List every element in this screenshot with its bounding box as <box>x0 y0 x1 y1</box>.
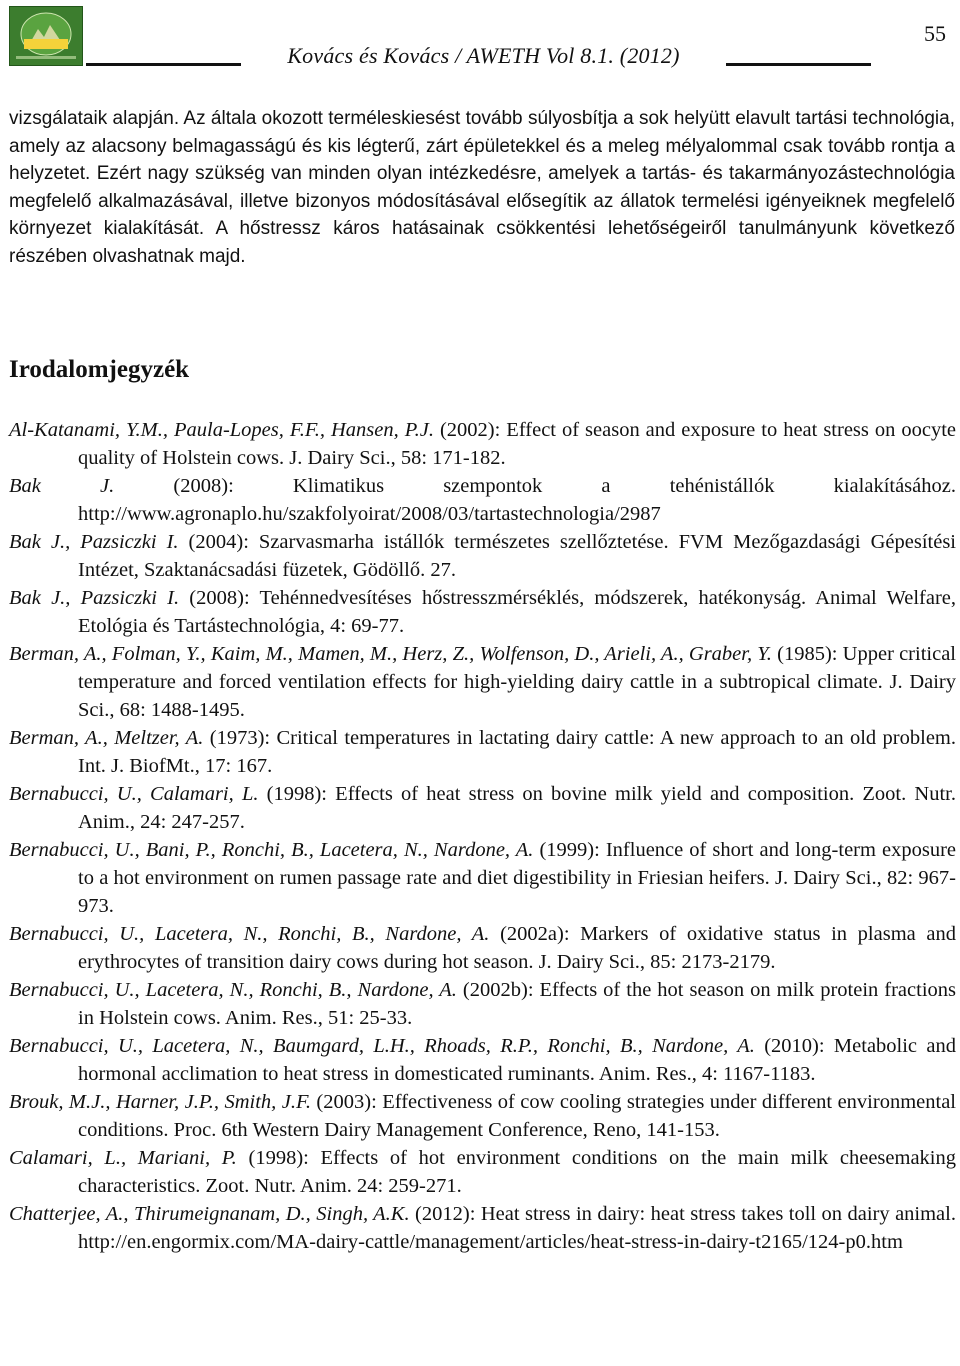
reference-details: (2002a): Markers of oxidative status in plasma and erythrocytes of transition dairy cows during hot season. J. Dairy Sci., 85: 2173-2179. <box>78 923 956 973</box>
reference-authors: Bak J., Pazsiczki I. <box>9 587 180 609</box>
reference-item <box>9 780 956 836</box>
reference-authors: Bernabucci, U., Lacetera, N., Ronchi, B., Nardone, A. <box>9 923 490 945</box>
reference-item <box>9 836 956 920</box>
reference-details: (2012): Heat stress in dairy: heat stress takes toll on dairy animal. http://en.engormix.com/MA-dairy-cattle/management/articles/heat-stress-in-dairy-t2165/124-p0.htm <box>78 1203 956 1253</box>
reference-item <box>9 1200 956 1256</box>
reference-item <box>9 640 956 724</box>
reference-item <box>9 584 956 640</box>
reference-details: (2008): Klimatikus szempontok a tehénistállók kialakításához. http://www.agronaplo.hu/szakfolyoirat/2008/03/tartastechnologia/2987 <box>78 475 956 525</box>
reference-list <box>9 416 956 1256</box>
reference-authors: Bernabucci, U., Lacetera, N., Ronchi, B., Nardone, A. <box>9 979 457 1001</box>
page-number: 55 <box>924 21 946 46</box>
reference-authors: Calamari, L., Mariani, P. <box>9 1147 237 1169</box>
reference-details: (1998): Effects of hot environment conditions on the main milk cheesemaking characteristics. Zoot. Nutr. Anim. 24: 259-271. <box>78 1147 957 1197</box>
reference-details: (2010): Metabolic and hormonal acclimation to heat stress in domesticated ruminants. Anim. Res., 4: 1167-1183. <box>78 1035 956 1085</box>
reference-item <box>9 528 956 584</box>
logo-image <box>10 7 82 65</box>
reference-item <box>9 1144 956 1200</box>
journal-title: Kovács és Kovács / AWETH Vol 8.1. (2012) <box>287 43 680 68</box>
reference-details: (1985): Upper critical temperature and forced ventilation effects for high-yielding dairy cattle in a subtropical climate. J. Dairy Sci., 68: 1488-1495. <box>78 643 956 721</box>
reference-authors: Bernabucci, U., Lacetera, N., Baumgard, L.H., Rhoads, R.P., Ronchi, B., Nardone, A. <box>9 1035 755 1057</box>
reference-authors: Brouk, M.J., Harner, J.P., Smith, J.F. <box>9 1091 311 1113</box>
reference-item <box>9 920 956 976</box>
header-rule-left <box>86 63 241 66</box>
reference-item <box>9 1032 956 1088</box>
reference-authors: Chatterjee, A., Thirumeignanam, D., Singh, A.K. <box>9 1203 410 1225</box>
reference-item <box>9 1088 956 1144</box>
reference-authors: Berman, A., Meltzer, A. <box>9 727 204 749</box>
reference-authors: Berman, A., Folman, Y., Kaim, M., Mamen, M., Herz, Z., Wolfenson, D., Arieli, A., Graber, Y. <box>9 643 772 665</box>
reference-details: (2002b): Effects of the hot season on milk protein fractions in Holstein cows. Anim. Res., 51: 25-33. <box>78 979 956 1029</box>
reference-authors: Bernabucci, U., Calamari, L. <box>9 783 259 805</box>
reference-authors: Bak J. <box>9 475 115 497</box>
reference-item <box>9 724 956 780</box>
reference-details: (2004): Szarvasmarha istállók természetes szellőztetése. FVM Mezőgazdasági Gépesítési Intézet, Szaktanácsadási füzetek, Gödöllő. 27. <box>78 531 956 581</box>
reference-authors: Al-Katanami, Y.M., Paula-Lopes, F.F., Hansen, P.J. <box>9 419 434 441</box>
journal-logo <box>9 6 83 66</box>
references-heading: Irodalomjegyzék <box>9 356 190 383</box>
reference-details: (2003): Effectiveness of cow cooling strategies under different environmental conditions. Proc. 6th Western Dairy Management Conference, Reno, 141-153. <box>78 1091 956 1141</box>
body-paragraph: vizsgálataik alapján. Az általa okozott terméleskiesést tovább súlyosbítja a sok helyütt elavult tartási technológia, amely az alacsony belmagasságú és kis légterű, zárt épületekkel és a meleg mélyalommal csak tovább rontja a helyzetet. Ezért nagy szükség van minden olyan intézkedésre, amelyek a tartás- és takarmányozástechnológia megfelelő alkalmazásával, illetve bizonyos módosításával elősegítik az állatok termelési igényeiknek megfelelő környezet kialakítását. A hőstressz káros hatásainak csökkentési lehetőségeiről tanulmányunk következő részében olvashatnak majd. <box>9 108 955 267</box>
reference-item <box>9 416 956 472</box>
reference-details: (1999): Influence of short and long-term exposure to a hot environment on rumen passage rate and diet digestibility in Friesian heifers. J. Dairy Sci., 82: 967-973. <box>78 839 957 917</box>
reference-authors: Bak J., Pazsiczki I. <box>9 531 179 553</box>
reference-item <box>9 976 956 1032</box>
header-rule-right <box>726 63 871 66</box>
reference-authors: Bernabucci, U., Bani, P., Ronchi, B., Lacetera, N., Nardone, A. <box>9 839 534 861</box>
reference-details: (2002): Effect of season and exposure to heat stress on oocyte quality of Holstein cows. J. Dairy Sci., 58: 171-182. <box>78 419 956 469</box>
reference-details: (1973): Critical temperatures in lactating dairy cattle: A new approach to an old problem. Int. J. BiofMt., 17: 167. <box>78 727 956 777</box>
reference-details: (1998): Effects of heat stress on bovine milk yield and composition. Zoot. Nutr. Anim., 24: 247-257. <box>78 783 956 833</box>
reference-item <box>9 472 956 528</box>
reference-details: (2008): Tehénnedvesítéses hőstresszmérséklés, módszerek, hatékonyság. Animal Welfare, Etológia és Tartástechnológia, 4: 69-77. <box>78 587 957 637</box>
